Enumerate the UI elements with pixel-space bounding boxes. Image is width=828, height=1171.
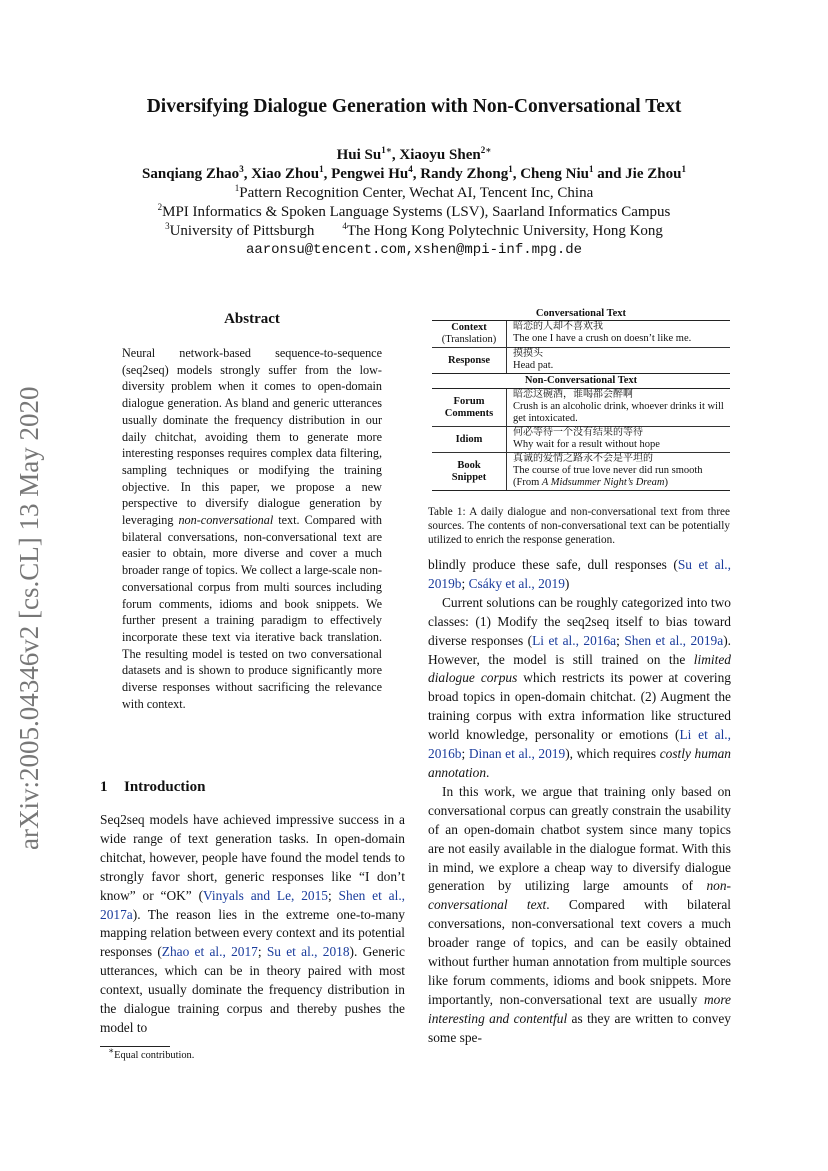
author-sup: 1 (508, 164, 513, 174)
citation-link[interactable]: Li et al., 2016b (428, 727, 731, 762)
emphasis: non-conversational text (428, 878, 731, 913)
row-content (507, 427, 730, 452)
author-name: Sanqiang Zhao (142, 166, 240, 182)
row-sublabel: Snippet (451, 471, 487, 483)
body-text: ; (327, 887, 339, 903)
english-text: Head pat. (513, 360, 554, 371)
row-sublabel: Comments (444, 407, 494, 419)
citation-link[interactable]: Shen et al., 2019a (624, 632, 724, 648)
emphasis: more interesting and contentful (428, 991, 731, 1026)
emphasis: costly human annotation (428, 746, 731, 780)
row-label (432, 389, 507, 426)
row-label (432, 321, 507, 347)
body-text: ; (461, 575, 469, 591)
table-row (432, 453, 730, 491)
body-text: Seq2seq models have achieved impressive success in a wide range of text generation tasks. In open-domain chitchat, however, people have found the model tends to strongly favor short, generic responses like “I don’t know” or “OK” ( (100, 812, 405, 903)
table-row (432, 427, 730, 453)
affiliation (60, 184, 768, 203)
affil-sup: 3 (165, 221, 170, 231)
body-text: blindly produce these safe, dull responses ( (428, 557, 678, 572)
table-header-conversational: Conversational Text (432, 308, 730, 321)
chinese-text: 何必等待一个没有结果的等待 (513, 427, 643, 438)
body-text: ) (564, 575, 570, 591)
chinese-text: 摸摸头 (513, 348, 543, 359)
chinese-text: 真诚的爱情之路永不会是平坦的 (513, 453, 653, 464)
author-name: and Jie Zhou (593, 166, 682, 182)
section-number: 1 (100, 779, 108, 795)
citation-link[interactable]: Li et al., 2016a (532, 632, 617, 648)
citation-link[interactable]: Su et al., 2018 (266, 944, 350, 960)
body-text: In this work, we argue that training only based on conversational corpus can greatly constrain the usability of an open-domain chatbot system since many topics are not easily available in the dialogue format. With this in mind, we explore a cheap way to diversify dialogue generation by utilizing large amounts of (428, 783, 731, 894)
abstract-emphasis: non-conversational (178, 513, 274, 528)
intro-paragraph (100, 811, 405, 1038)
section-heading (100, 779, 205, 796)
row-label-text: Forum (453, 395, 485, 407)
emphasis: limited dialogue corpus (428, 651, 731, 686)
author-sup: 1 (681, 164, 686, 174)
source-title: A Midsummer Night’s Dream (541, 477, 665, 488)
body-text: ; (616, 632, 625, 648)
author-line-2 (60, 165, 768, 184)
citation-link[interactable]: Zhao et al., 2017 (161, 944, 258, 960)
author-sup: 1 (588, 164, 594, 174)
body-text: Current solutions can be roughly categorized into two classes: (1) Modify the seq2seq itself to bias toward diverse responses ( (428, 594, 731, 648)
abstract-heading: Abstract (224, 311, 280, 327)
affil-sup: 1 (234, 183, 240, 193)
author-name: , Xiaoyu Shen (391, 147, 481, 163)
body-text: ). Generic utterances, which can be in theory paired with most context, usually dominate the frequency distribution in the dialogue training corpus and thereby pushes the model to (100, 944, 405, 1035)
table-caption: Table 1: A daily dialogue and non-conversational text from three sources. The contents of non-conversational text can be potentially utilized to enrich the response generation. (428, 506, 730, 547)
source-note (513, 477, 730, 489)
row-label (432, 348, 507, 373)
footnote-text: Equal contribution. (114, 1050, 195, 1061)
chinese-text: 暗恋的人却不喜欢我 (513, 321, 603, 332)
author-name: Hui Su (336, 147, 382, 163)
author-line-1 (60, 146, 768, 165)
author-name: , Pengwei Hu (323, 166, 409, 182)
affiliation (60, 222, 768, 241)
section-title: Introduction (124, 779, 206, 795)
affiliations (60, 184, 768, 260)
affil-text: Pattern Recognition Center, Wechat AI, Tencent Inc, China (239, 185, 594, 201)
footnote (108, 1045, 195, 1061)
author-name: , Randy Zhong (412, 166, 509, 182)
abstract-text: Neural network-based sequence-to-sequence (seq2seq) models strongly suffer from the low-diversity problem when it comes to open-domain dialogue generation. As bland and generic utterances usually dominate the frequency distribution in our daily chitchat, avoiding them to generate more interesting responses requires complex data filtering, sampling techniques or modifying the training objective. In this paper, we propose a new perspective to diversify dialogue generation by leveraging (122, 346, 382, 528)
row-content (507, 389, 730, 426)
author-emails[interactable]: aaronsu@tencent.com,xshen@mpi-inf.mpg.de (245, 242, 583, 258)
author-sup: 4 (408, 164, 413, 174)
body-text: ; (461, 746, 469, 762)
table-row (432, 321, 730, 348)
author-list (60, 146, 768, 184)
table-1 (432, 308, 730, 491)
body-text: . Compared with bilateral conversations, non-conversational text covers a much broader range of topics, and can be easily obtained without further human annotation from multiple sources like forum comments, idioms and book snippets. More importantly, non-conversational text are usually (428, 897, 731, 1007)
source-text: (From (513, 477, 542, 488)
table-header-nonconversational: Non-Conversational Text (432, 373, 730, 389)
citation-link[interactable]: Csáky et al., 2019 (468, 575, 565, 591)
abstract-text: text. Compared with bilateral conversations, non-conversational text are easier to obtain, more diverse and cover a much broader range of topics. We collect a large-scale non-conversational corpus from multi sources including forum comments, idioms and book snippets. We further present a training paradigm to effectively incorporate these text via iterative back translation. The resulting model is tested on two conversational datasets and is shown to produce significantly more diverse responses without sacrificing the relevance with context. (122, 513, 383, 711)
right-column-body (428, 556, 731, 1048)
author-name: , Xiao Zhou (243, 166, 320, 182)
author-sup: 2∗ (480, 145, 492, 155)
affiliation (60, 203, 768, 222)
affil-text: MPI Informatics & Spoken Language Systems (LSV), Saarland Informatics Campus (162, 204, 671, 220)
row-label-text: Context (451, 322, 487, 333)
body-text: ). The reason lies in the extreme one-to-many mapping relation between every context and its potential responses ( (100, 906, 405, 960)
body-text: which restricts its power at covering broad topics in open-domain chitchat. (2) Augment the training corpus with extra information like structured world knowledge, personality or emotions ( (428, 670, 731, 743)
body-paragraph (428, 594, 731, 783)
source-text: ) (664, 477, 668, 488)
body-text: as they are written to convey some spe- (428, 1010, 731, 1045)
row-label (432, 453, 507, 490)
row-content (507, 453, 730, 490)
english-text: The one I have a crush on doesn’t like me. (513, 333, 692, 344)
row-label-text: Idiom (455, 433, 483, 445)
abstract-body (122, 345, 382, 712)
body-text: ). However, the model is still trained on the (428, 632, 732, 667)
english-text: The course of true love never did run smooth (513, 465, 703, 476)
author-sup: 1∗ (381, 145, 392, 155)
citation-link[interactable]: Su et al., 2019b (428, 557, 731, 591)
author-sup: 3 (239, 164, 244, 174)
citation-link[interactable]: Dinan et al., 2019 (468, 746, 566, 762)
affil-text: University of Pittsburgh (169, 223, 315, 239)
table-row (432, 389, 730, 427)
arxiv-id: arXiv:2005.04346v2 [cs.CL] 13 May 2020 (14, 386, 44, 850)
row-label (432, 427, 507, 452)
body-text: . (486, 764, 490, 780)
row-label-text: Book (457, 459, 481, 471)
chinese-text: 暗恋这碗酒，谁喝都会醉啊 (513, 389, 633, 400)
row-content (507, 348, 730, 373)
citation-link[interactable]: Shen et al., 2017a (100, 887, 406, 922)
english-text: Why wait for a result without hope (513, 439, 660, 450)
paper-title: Diversifying Dialogue Generation with Non-Conversational Text (146, 96, 682, 117)
row-sublabel: (Translation) (441, 334, 497, 345)
body-text: ; (257, 944, 267, 960)
english-text: Crush is an alcoholic drink, whoever drinks it will get intoxicated. (513, 401, 724, 424)
body-text: ), which requires (565, 746, 660, 762)
arxiv-sidebar (14, 350, 54, 850)
body-paragraph (428, 783, 731, 1048)
author-name: , Cheng Niu (512, 166, 589, 182)
row-content (507, 321, 730, 347)
body-paragraph (428, 556, 731, 594)
affil-sup: 4 (342, 221, 347, 231)
citation-link[interactable]: Vinyals and Le, 2015 (203, 887, 328, 903)
author-sup: 1 (319, 164, 324, 174)
affil-text: The Hong Kong Polytechnic University, Hong Kong (346, 223, 663, 239)
footnote-mark: ∗ (108, 1045, 115, 1056)
table-row (432, 348, 730, 373)
row-label-text: Response (447, 354, 490, 366)
affil-sup: 2 (157, 202, 163, 212)
